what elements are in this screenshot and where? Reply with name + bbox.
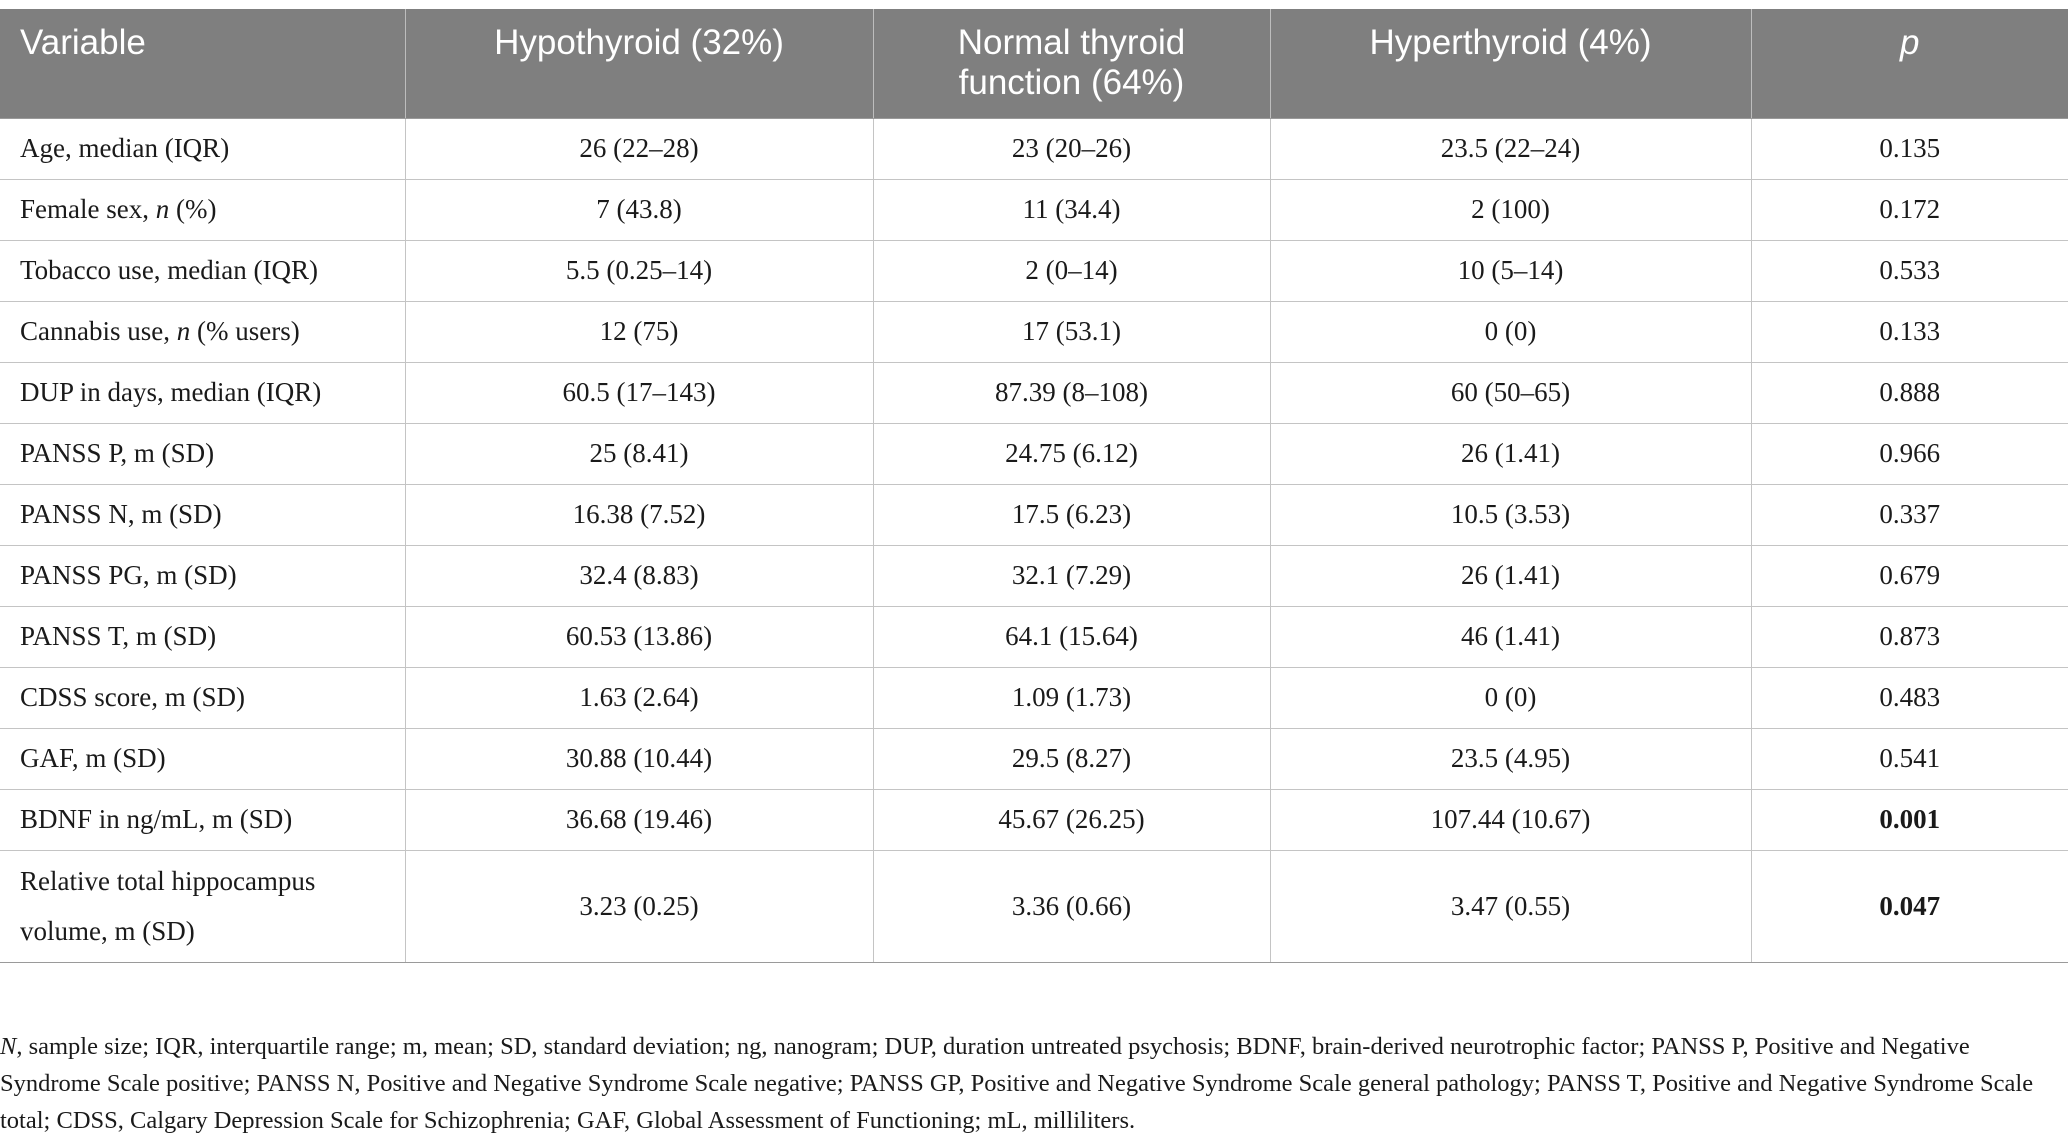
cell-hypothyroid: 16.38 (7.52) xyxy=(405,484,873,545)
header-p-value xyxy=(1751,9,2068,118)
variable-text: PANSS T, m (SD) xyxy=(20,621,217,651)
variable-text: PANSS P, m (SD) xyxy=(20,438,215,468)
cell-p-value: 0.483 xyxy=(1751,667,2068,728)
cell-normal: 24.75 (6.12) xyxy=(873,423,1270,484)
table-row xyxy=(0,789,2068,850)
cell-p-value: 0.541 xyxy=(1751,728,2068,789)
cell-hyperthyroid: 46 (1.41) xyxy=(1270,606,1751,667)
header-row xyxy=(0,9,2068,118)
cell-hyperthyroid: 10.5 (3.53) xyxy=(1270,484,1751,545)
cell-hyperthyroid: 26 (1.41) xyxy=(1270,423,1751,484)
cell-variable xyxy=(0,789,405,850)
table-footnote xyxy=(0,1028,2060,1139)
table-row xyxy=(0,179,2068,240)
cell-p-value: 0.533 xyxy=(1751,240,2068,301)
cell-normal: 1.09 (1.73) xyxy=(873,667,1270,728)
header-p-label: p xyxy=(1900,23,1920,62)
cell-hypothyroid: 1.63 (2.64) xyxy=(405,667,873,728)
cell-variable xyxy=(0,850,405,962)
cell-variable xyxy=(0,484,405,545)
cell-normal: 32.1 (7.29) xyxy=(873,545,1270,606)
table-row xyxy=(0,606,2068,667)
cell-hypothyroid: 5.5 (0.25–14) xyxy=(405,240,873,301)
cell-variable xyxy=(0,728,405,789)
cell-variable xyxy=(0,606,405,667)
cell-variable xyxy=(0,301,405,362)
cell-hyperthyroid: 10 (5–14) xyxy=(1270,240,1751,301)
variable-text: Relative total hippocampus volume, m (SD) xyxy=(20,866,316,946)
variable-text: Female sex, xyxy=(20,194,156,224)
variable-text: PANSS N, m (SD) xyxy=(20,499,222,529)
variable-text-suffix: (%) xyxy=(169,194,217,224)
cell-p-value: 0.135 xyxy=(1751,118,2068,179)
variable-text: Age, median (IQR) xyxy=(20,133,230,163)
table-header xyxy=(0,9,2068,118)
cell-normal: 45.67 (26.25) xyxy=(873,789,1270,850)
header-variable: Variable xyxy=(0,9,405,118)
table-row xyxy=(0,484,2068,545)
data-table-container xyxy=(0,9,2068,963)
header-hypothyroid: Hypothyroid (32%) xyxy=(405,9,873,118)
table-row xyxy=(0,240,2068,301)
cell-hypothyroid: 12 (75) xyxy=(405,301,873,362)
cell-hypothyroid: 3.23 (0.25) xyxy=(405,850,873,962)
cell-variable xyxy=(0,545,405,606)
table-row xyxy=(0,728,2068,789)
variable-text: DUP in days, median (IQR) xyxy=(20,377,322,407)
thyroid-comparison-table xyxy=(0,9,2068,963)
cell-variable xyxy=(0,667,405,728)
cell-normal: 87.39 (8–108) xyxy=(873,362,1270,423)
table-body xyxy=(0,118,2068,962)
cell-normal: 17 (53.1) xyxy=(873,301,1270,362)
cell-hypothyroid: 60.5 (17–143) xyxy=(405,362,873,423)
cell-hypothyroid: 32.4 (8.83) xyxy=(405,545,873,606)
cell-hypothyroid: 30.88 (10.44) xyxy=(405,728,873,789)
variable-text: Tobacco use, median (IQR) xyxy=(20,255,319,285)
cell-variable xyxy=(0,362,405,423)
cell-hyperthyroid: 107.44 (10.67) xyxy=(1270,789,1751,850)
cell-p-value: 0.133 xyxy=(1751,301,2068,362)
cell-p-value: 0.001 xyxy=(1751,789,2068,850)
variable-italic: n xyxy=(176,316,191,346)
variable-text-suffix: (% users) xyxy=(190,316,300,346)
cell-p-value: 0.047 xyxy=(1751,850,2068,962)
cell-normal: 29.5 (8.27) xyxy=(873,728,1270,789)
cell-hyperthyroid: 60 (50–65) xyxy=(1270,362,1751,423)
table-row xyxy=(0,545,2068,606)
table-row xyxy=(0,118,2068,179)
cell-variable xyxy=(0,118,405,179)
cell-hyperthyroid: 23.5 (4.95) xyxy=(1270,728,1751,789)
cell-normal: 17.5 (6.23) xyxy=(873,484,1270,545)
cell-p-value: 0.873 xyxy=(1751,606,2068,667)
cell-hyperthyroid: 26 (1.41) xyxy=(1270,545,1751,606)
cell-p-value: 0.679 xyxy=(1751,545,2068,606)
cell-normal: 23 (20–26) xyxy=(873,118,1270,179)
footnote-italic-n: N xyxy=(0,1033,17,1060)
footnote-text: , sample size; IQR, interquartile range; m, mean; SD, standard deviation; ng, nanogram; DUP, duration untreated psychosis; BDNF, brain-derived neurotrophic factor; PANSS P, Positive and Negative Syndrome Scale positive; PANSS N, Positive and Negative Syndrome Scale negative; PANSS GP, Positive and Negative Syndrome Scale general pathology; PANSS T, Positive and Negative Syndrome Scale total; CDSS, Calgary Depression Scale for Schizophrenia; GAF, Global Assessment of Functioning; mL, milliliters. xyxy=(0,1033,2034,1134)
cell-hyperthyroid: 0 (0) xyxy=(1270,667,1751,728)
cell-normal: 3.36 (0.66) xyxy=(873,850,1270,962)
cell-p-value: 0.966 xyxy=(1751,423,2068,484)
cell-hypothyroid: 25 (8.41) xyxy=(405,423,873,484)
cell-hyperthyroid: 3.47 (0.55) xyxy=(1270,850,1751,962)
cell-variable xyxy=(0,240,405,301)
variable-text: PANSS PG, m (SD) xyxy=(20,560,237,590)
cell-hypothyroid: 60.53 (13.86) xyxy=(405,606,873,667)
table-row xyxy=(0,301,2068,362)
variable-text: CDSS score, m (SD) xyxy=(20,682,246,712)
cell-hypothyroid: 36.68 (19.46) xyxy=(405,789,873,850)
variable-italic: n xyxy=(155,194,170,224)
cell-hyperthyroid: 23.5 (22–24) xyxy=(1270,118,1751,179)
header-hyperthyroid: Hyperthyroid (4%) xyxy=(1270,9,1751,118)
cell-normal: 11 (34.4) xyxy=(873,179,1270,240)
cell-p-value: 0.172 xyxy=(1751,179,2068,240)
cell-hyperthyroid: 0 (0) xyxy=(1270,301,1751,362)
cell-hypothyroid: 26 (22–28) xyxy=(405,118,873,179)
variable-text: GAF, m (SD) xyxy=(20,743,166,773)
cell-p-value: 0.337 xyxy=(1751,484,2068,545)
table-row xyxy=(0,362,2068,423)
cell-variable xyxy=(0,179,405,240)
cell-hyperthyroid: 2 (100) xyxy=(1270,179,1751,240)
cell-p-value: 0.888 xyxy=(1751,362,2068,423)
cell-normal: 64.1 (15.64) xyxy=(873,606,1270,667)
table-row xyxy=(0,423,2068,484)
cell-normal: 2 (0–14) xyxy=(873,240,1270,301)
table-row xyxy=(0,850,2068,962)
table-row xyxy=(0,667,2068,728)
variable-text: Cannabis use, xyxy=(20,316,177,346)
variable-text: BDNF in ng/mL, m (SD) xyxy=(20,804,293,834)
header-normal-thyroid: Normal thyroid function (64%) xyxy=(873,9,1270,118)
cell-hypothyroid: 7 (43.8) xyxy=(405,179,873,240)
cell-variable xyxy=(0,423,405,484)
